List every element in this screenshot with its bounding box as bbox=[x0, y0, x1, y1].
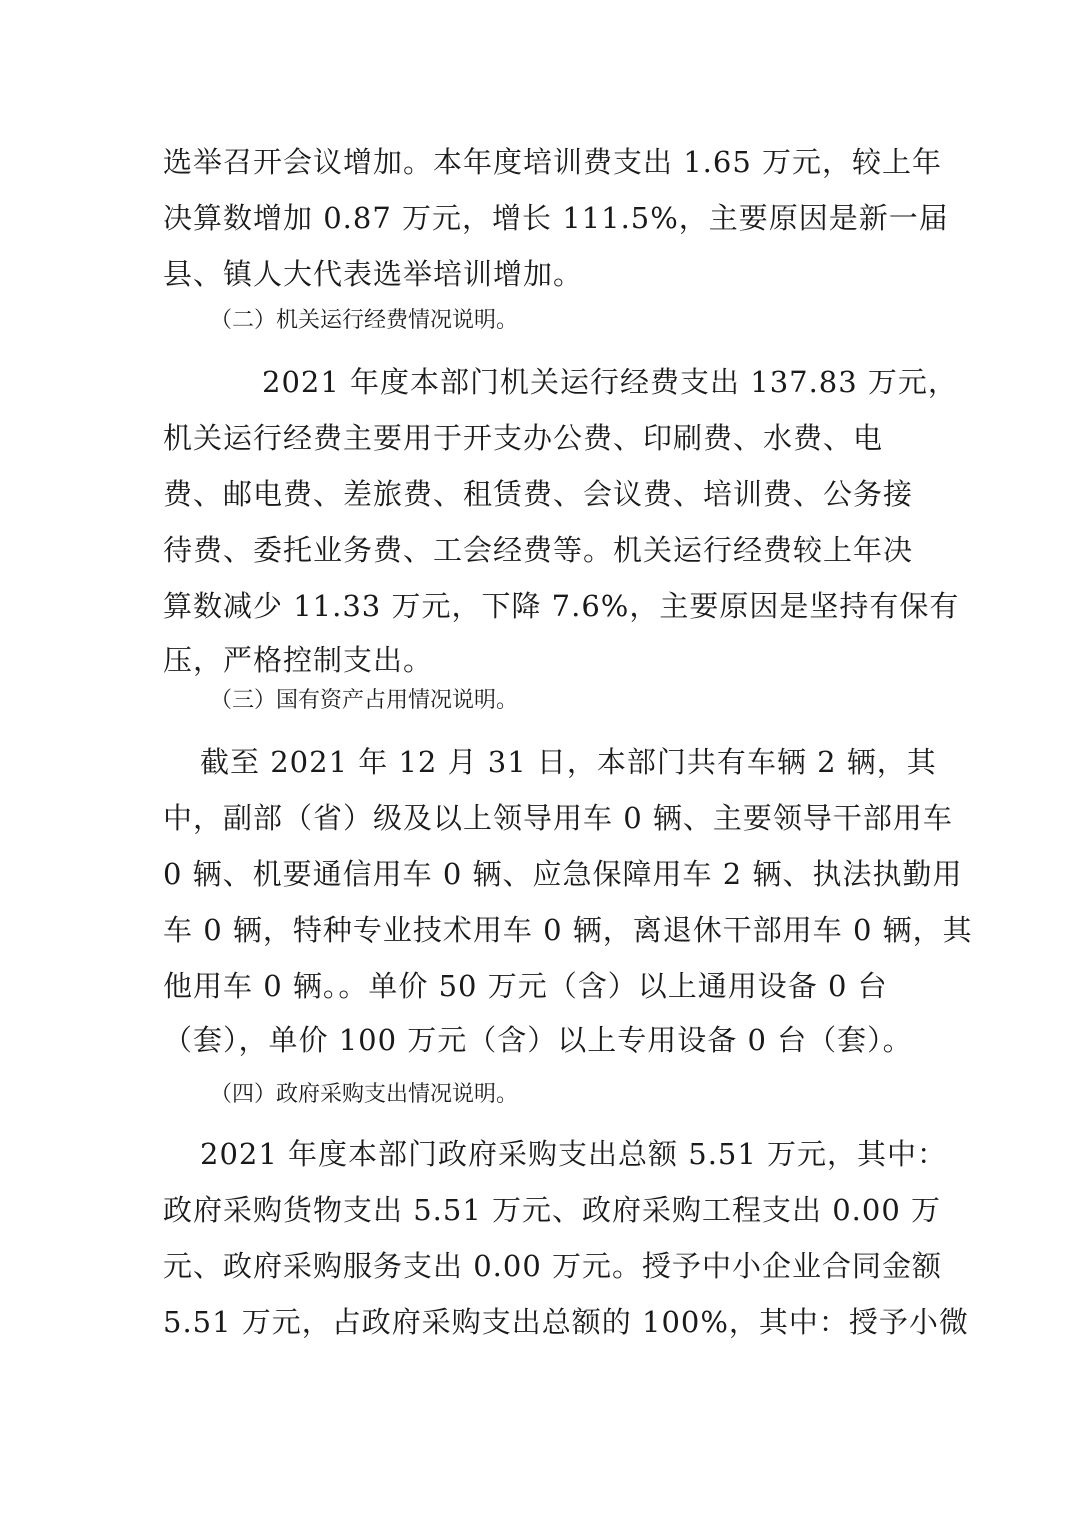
paragraph-line: 截至 2021 年 12 月 31 日，本部门共有车辆 2 辆，其 bbox=[200, 745, 937, 779]
section-heading-2: （二）机关运行经费情况说明。 bbox=[210, 308, 519, 333]
paragraph-line: 2021 年度本部门机关运行经费支出 137.83 万元， bbox=[262, 365, 958, 399]
paragraph-line: 压，严格控制支出。 bbox=[163, 643, 434, 677]
paragraph-line: 元、政府采购服务支出 0.00 万元。授予中小企业合同金额 bbox=[163, 1249, 943, 1283]
section-heading-4: （四）政府采购支出情况说明。 bbox=[210, 1082, 519, 1107]
paragraph-line: 县、镇人大代表选举培训增加。 bbox=[163, 257, 584, 291]
paragraph-line: （套），单价 100 万元（含）以上专用设备 0 台（套）。 bbox=[163, 1023, 913, 1057]
paragraph-line: 待费、委托业务费、工会经费等。机关运行经费较上年决 bbox=[163, 533, 914, 567]
section-heading-3: （三）国有资产占用情况说明。 bbox=[210, 688, 519, 713]
paragraph-line: 中，副部（省）级及以上领导用车 0 辆、主要领导干部用车 bbox=[163, 801, 953, 835]
paragraph-line: 机关运行经费主要用于开支办公费、印刷费、水费、电 bbox=[163, 421, 884, 455]
paragraph-line: 政府采购货物支出 5.51 万元、政府采购工程支出 0.00 万 bbox=[163, 1193, 942, 1227]
paragraph-line: 0 辆、机要通信用车 0 辆、应急保障用车 2 辆、执法执勤用 bbox=[163, 857, 963, 891]
paragraph-line: 2021 年度本部门政府采购支出总额 5.51 万元，其中： bbox=[200, 1137, 948, 1171]
paragraph-line: 选举召开会议增加。本年度培训费支出 1.65 万元，较上年 bbox=[163, 145, 943, 179]
paragraph-line: 算数减少 11.33 万元，下降 7.6%，主要原因是坚持有保有 bbox=[163, 589, 960, 623]
paragraph-line: 决算数增加 0.87 万元，增长 111.5%，主要原因是新一届 bbox=[163, 201, 949, 235]
paragraph-line: 车 0 辆，特种专业技术用车 0 辆，离退休干部用车 0 辆，其 bbox=[163, 913, 973, 947]
paragraph-line: 他用车 0 辆。。单价 50 万元（含）以上通用设备 0 台 bbox=[163, 969, 888, 1003]
paragraph-line: 5.51 万元，占政府采购支出总额的 100%，其中：授予小微 bbox=[163, 1305, 969, 1339]
paragraph-line: 费、邮电费、差旅费、租赁费、会议费、培训费、公务接 bbox=[163, 477, 914, 511]
